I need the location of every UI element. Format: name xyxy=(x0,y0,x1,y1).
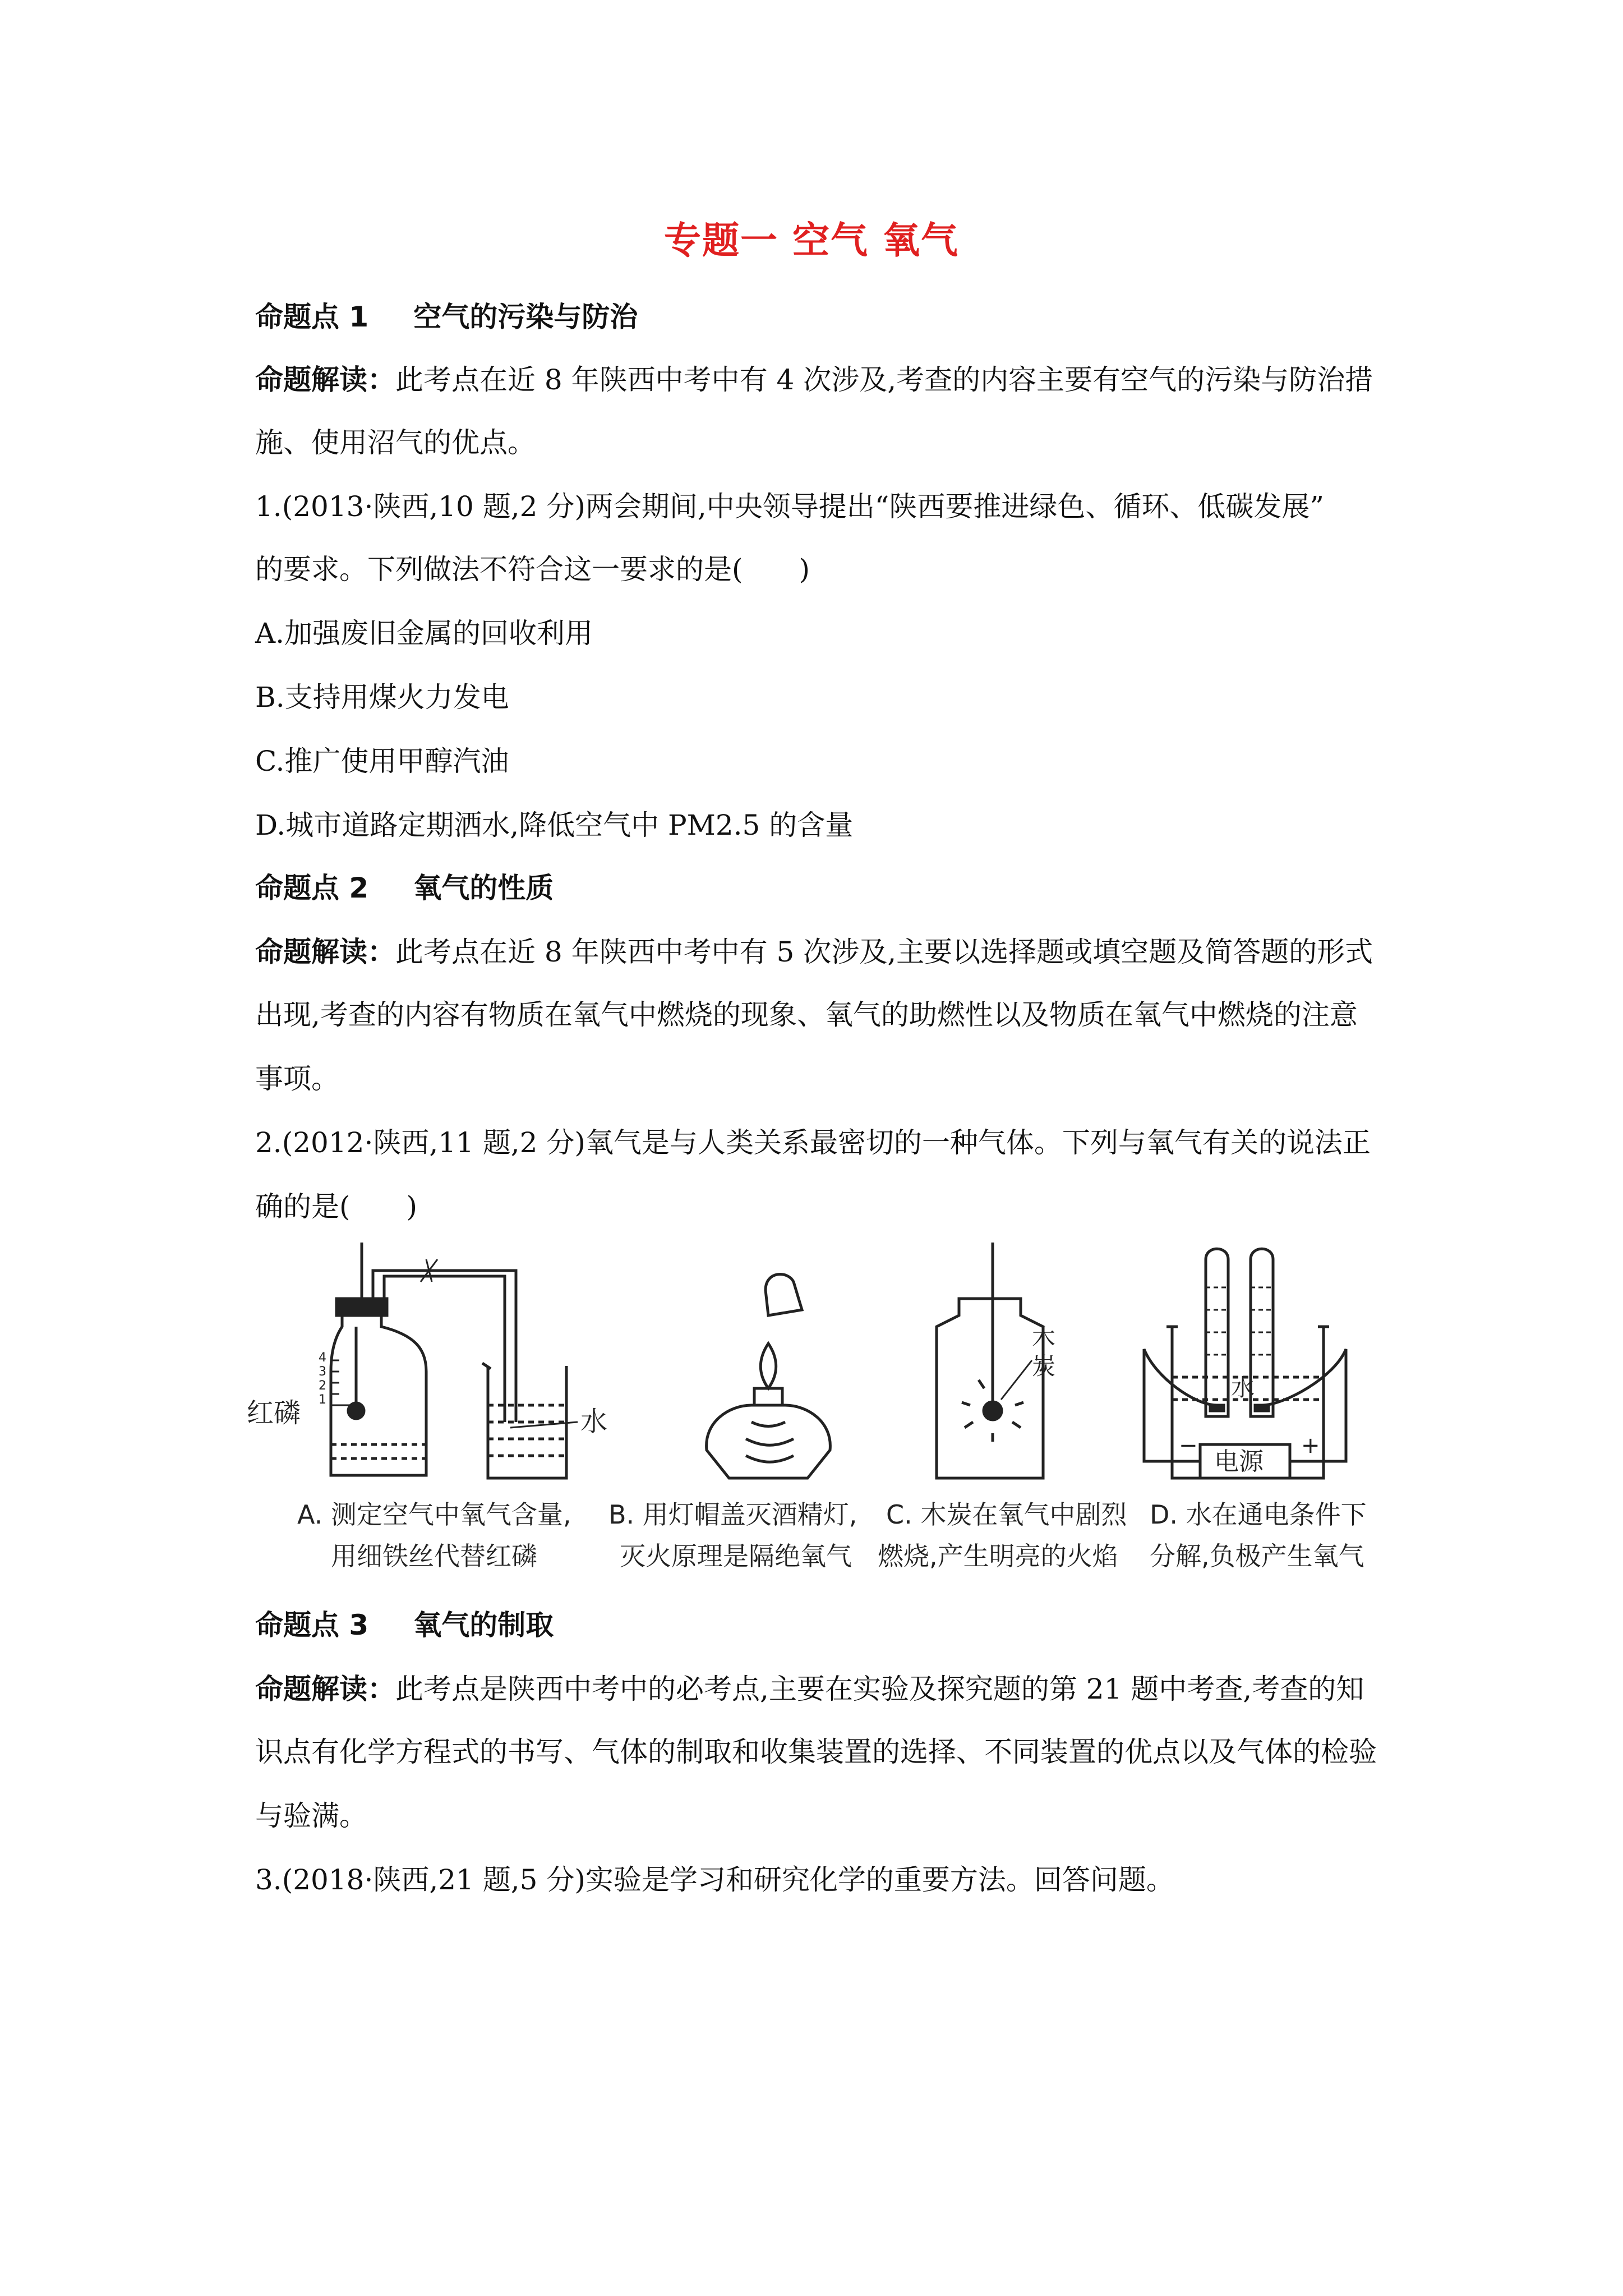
section-heading-1 xyxy=(255,298,1394,335)
reading-3-line-3: 与验满。 xyxy=(255,1800,367,1832)
section-topic: 空气的污染与防治 xyxy=(413,301,638,333)
reading-3-line-2: 识点有化学方程式的书写、气体的制取和收集装置的选择、不同装置的优点以及气体的检验 xyxy=(255,1736,1377,1768)
reading-1-line-2: 施、使用沼气的优点。 xyxy=(255,426,536,459)
reading-2-line-3: 事项。 xyxy=(255,1062,339,1095)
reading-1-line-1: 命题解读：此考点在近 8 年陕西中考中有 4 次涉及,考查的内容主要有空气的污染与防治措 xyxy=(255,364,1373,396)
caption-a-line-1: A. 测定空气中氧气含量, xyxy=(297,1499,571,1530)
reading-2-line-2: 出现,考查的内容有物质在氧气中燃烧的现象、氧气的助燃性以及物质在氧气中燃烧的注意 xyxy=(255,999,1358,1031)
caption-a-line-2: 用细铁丝代替红磷 xyxy=(331,1541,537,1571)
label-red-phosphorus: 红磷 xyxy=(247,1397,301,1429)
section-heading-2 xyxy=(255,869,1394,907)
caption-c-line-2: 燃烧,产生明亮的火焰 xyxy=(878,1541,1118,1571)
reading-2-line-1: 命题解读：此考点在近 8 年陕西中考中有 5 次涉及,主要以选择题或填空题及简答题的形式 xyxy=(255,936,1373,968)
reading-3-line-1: 命题解读：此考点是陕西中考中的必考点,主要在实验及探究题的第 21 题中考查,考查的知 xyxy=(255,1673,1364,1705)
caption-d-line-1: D. 水在通电条件下 xyxy=(1150,1499,1367,1530)
apparatus-drawings xyxy=(247,1237,1391,1489)
scale-1: 1 xyxy=(319,1393,326,1407)
page-title: 专题一 空气 氧气 xyxy=(664,219,959,262)
section-label: 命题点 2 xyxy=(255,872,369,904)
section-label: 命题点 1 xyxy=(255,301,369,333)
apparatus-c-charcoal xyxy=(937,1243,1043,1478)
scale-4: 4 xyxy=(319,1351,326,1365)
scale-2: 2 xyxy=(319,1379,326,1393)
label-power-source: 电源 xyxy=(1214,1447,1264,1476)
caption-c-line-1: C. 木炭在氧气中剧烈 xyxy=(886,1499,1127,1530)
caption-b-line-1: B. 用灯帽盖灭酒精灯, xyxy=(608,1499,857,1530)
question-1-option-d: D.城市道路定期洒水,降低空气中 PM2.5 的含量 xyxy=(255,809,854,841)
apparatus-a-air-measurement xyxy=(331,1243,578,1478)
question-1-option-b: B.支持用煤火力发电 xyxy=(255,681,509,714)
question-1-option-a: A.加强废旧金属的回收利用 xyxy=(255,617,593,650)
section-heading-3 xyxy=(255,1607,1394,1644)
scale-3: 3 xyxy=(319,1365,326,1379)
section-topic: 氧气的性质 xyxy=(413,872,554,904)
label-charcoal-2: 炭 xyxy=(1032,1352,1056,1380)
question-2-line-2: 确的是( ) xyxy=(255,1190,418,1223)
label-plus: + xyxy=(1301,1433,1320,1458)
label-water-beaker: 水 xyxy=(580,1406,608,1437)
label-charcoal-1: 木 xyxy=(1032,1324,1056,1352)
reading-label: 命题解读： xyxy=(255,936,395,968)
caption-d-line-2: 分解,负极产生氧气 xyxy=(1150,1541,1364,1571)
reading-label: 命题解读： xyxy=(255,1673,395,1705)
label-water-electrolysis: 水 xyxy=(1231,1374,1255,1401)
experiment-figure xyxy=(247,1237,1391,1585)
apparatus-b-alcohol-lamp xyxy=(707,1274,831,1478)
section-label: 命题点 3 xyxy=(255,1609,369,1641)
label-minus: − xyxy=(1179,1433,1198,1458)
question-1-line-1: 1.(2013·陕西,10 题,2 分)两会期间,中央领导提出“陕西要推进绿色、循环、低碳发展” xyxy=(255,490,1324,523)
caption-b-line-2: 灭火原理是隔绝氧气 xyxy=(620,1541,852,1571)
section-topic: 氧气的制取 xyxy=(413,1609,554,1641)
question-3-line-1: 3.(2018·陕西,21 题,5 分)实验是学习和研究化学的重要方法。回答问题。 xyxy=(255,1864,1174,1896)
question-1-line-2: 的要求。下列做法不符合这一要求的是( ) xyxy=(255,553,810,586)
question-1-option-c: C.推广使用甲醇汽油 xyxy=(255,745,509,777)
question-2-line-1: 2.(2012·陕西,11 题,2 分)氧气是与人类关系最密切的一种气体。下列与氧气有关的说法正 xyxy=(255,1126,1371,1159)
reading-label: 命题解读： xyxy=(255,364,395,396)
